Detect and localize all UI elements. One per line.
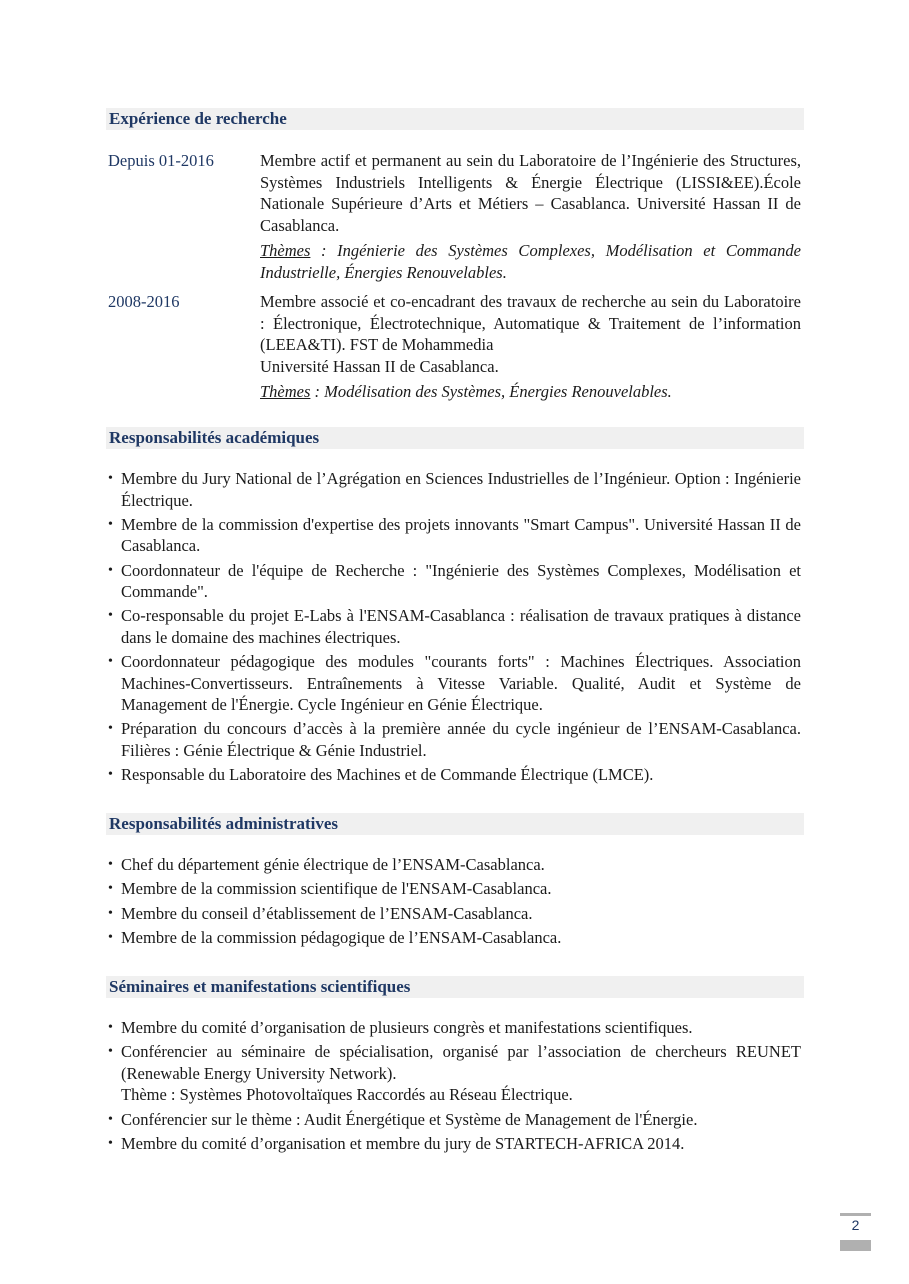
list-item: • Membre de la commission d'expertise des projets innovants "Smart Campus". Université Hassan II de Casablanca. [108,514,801,557]
list-item: • Membre du comité d’organisation et membre du jury de STARTECH-AFRICA 2014. [108,1133,801,1155]
description-line: Université Hassan II de Casablanca. [260,356,499,376]
research-entry-body [260,150,801,283]
themes-text: : Ingénierie des Systèmes Complexes, Modélisation et Commande Industrielle, Énergies Renouvelables. [260,241,801,282]
administrative-list [108,854,801,951]
seminars-list [108,1017,801,1157]
academic-list [108,468,801,789]
research-entry-description: Membre actif et permanent au sein du Laboratoire de l’Ingénierie des Structures, Systèmes Industriels Intelligents & Énergie Électrique (LISSI&EE).École Nationale Supérieure d’Arts et Métiers – Casablanca. Université Hassan II de Casablanca. [260,151,801,235]
list-item: • Coordonnateur de l'équipe de Recherche : "Ingénierie des Systèmes Complexes, Modélisation et Commande". [108,560,801,603]
list-item [108,1041,801,1106]
research-entry-date: Depuis 01-2016 [108,151,214,170]
research-entry-themes [260,381,801,403]
research-entry-description [260,291,801,377]
page-number: 2 [851,1217,860,1233]
section-heading-administrative: Responsabilités administratives [106,813,804,835]
page-number-divider [840,1213,871,1216]
list-item-text: Conférencier au séminaire de spécialisation, organisé par l’association de chercheurs REUNET (Renewable Energy University Network). [121,1042,801,1083]
research-entry-date: 2008-2016 [108,292,180,311]
list-item: • Membre de la commission scientifique de l'ENSAM-Casablanca. [108,878,801,900]
research-entry-themes [260,240,801,283]
list-item: • Membre du comité d’organisation de plusieurs congrès et manifestations scientifiques. [108,1017,801,1039]
section-heading-academic: Responsabilités académiques [106,427,804,449]
list-item: • Préparation du concours d’accès à la première année du cycle ingénieur de l’ENSAM-Casablanca. Filières : Génie Électrique & Génie Industriel. [108,718,801,761]
section-heading-seminars: Séminaires et manifestations scientifiques [106,976,804,998]
list-item-subtext: Thème : Systèmes Photovoltaïques Raccordés au Réseau Électrique. [121,1085,573,1105]
list-item: • Responsable du Laboratoire des Machines et de Commande Électrique (LMCE). [108,764,801,786]
list-item: • Membre du Jury National de l’Agrégation en Sciences Industrielles de l’Ingénieur. Option : Ingénierie Électrique. [108,468,801,511]
themes-label: Thèmes [260,382,311,401]
section-heading-research: Expérience de recherche [106,108,804,130]
list-item: • Membre du conseil d’établissement de l’ENSAM-Casablanca. [108,903,801,925]
list-item: • Membre de la commission pédagogique de l’ENSAM-Casablanca. [108,927,801,949]
list-item: • Co-responsable du projet E-Labs à l'ENSAM-Casablanca : réalisation de travaux pratiques à distance dans le domaine des machines électriques. [108,605,801,648]
page-number-bar [840,1240,871,1251]
themes-label: Thèmes [260,241,311,260]
list-item: • Chef du département génie électrique de l’ENSAM-Casablanca. [108,854,801,876]
list-item: • Coordonnateur pédagogique des modules "courants forts" : Machines Électriques. Association Machines-Convertisseurs. Entraînements à Vitesse Variable. Qualité, Audit et Système de Management de l'Énergie. Cycle Ingénieur en Génie Électrique. [108,651,801,716]
list-item: • Conférencier sur le thème : Audit Énergétique et Système de Management de l'Énergie. [108,1109,801,1131]
description-line: Membre associé et co-encadrant des travaux de recherche au sein du Laboratoire : Électronique, Électrotechnique, Automatique & Traitement de l’information (LEEA&TI). FST de Mohammedia [260,292,801,354]
themes-text: : Modélisation des Systèmes, Énergies Renouvelables. [310,382,672,401]
research-entry-body [260,291,801,403]
